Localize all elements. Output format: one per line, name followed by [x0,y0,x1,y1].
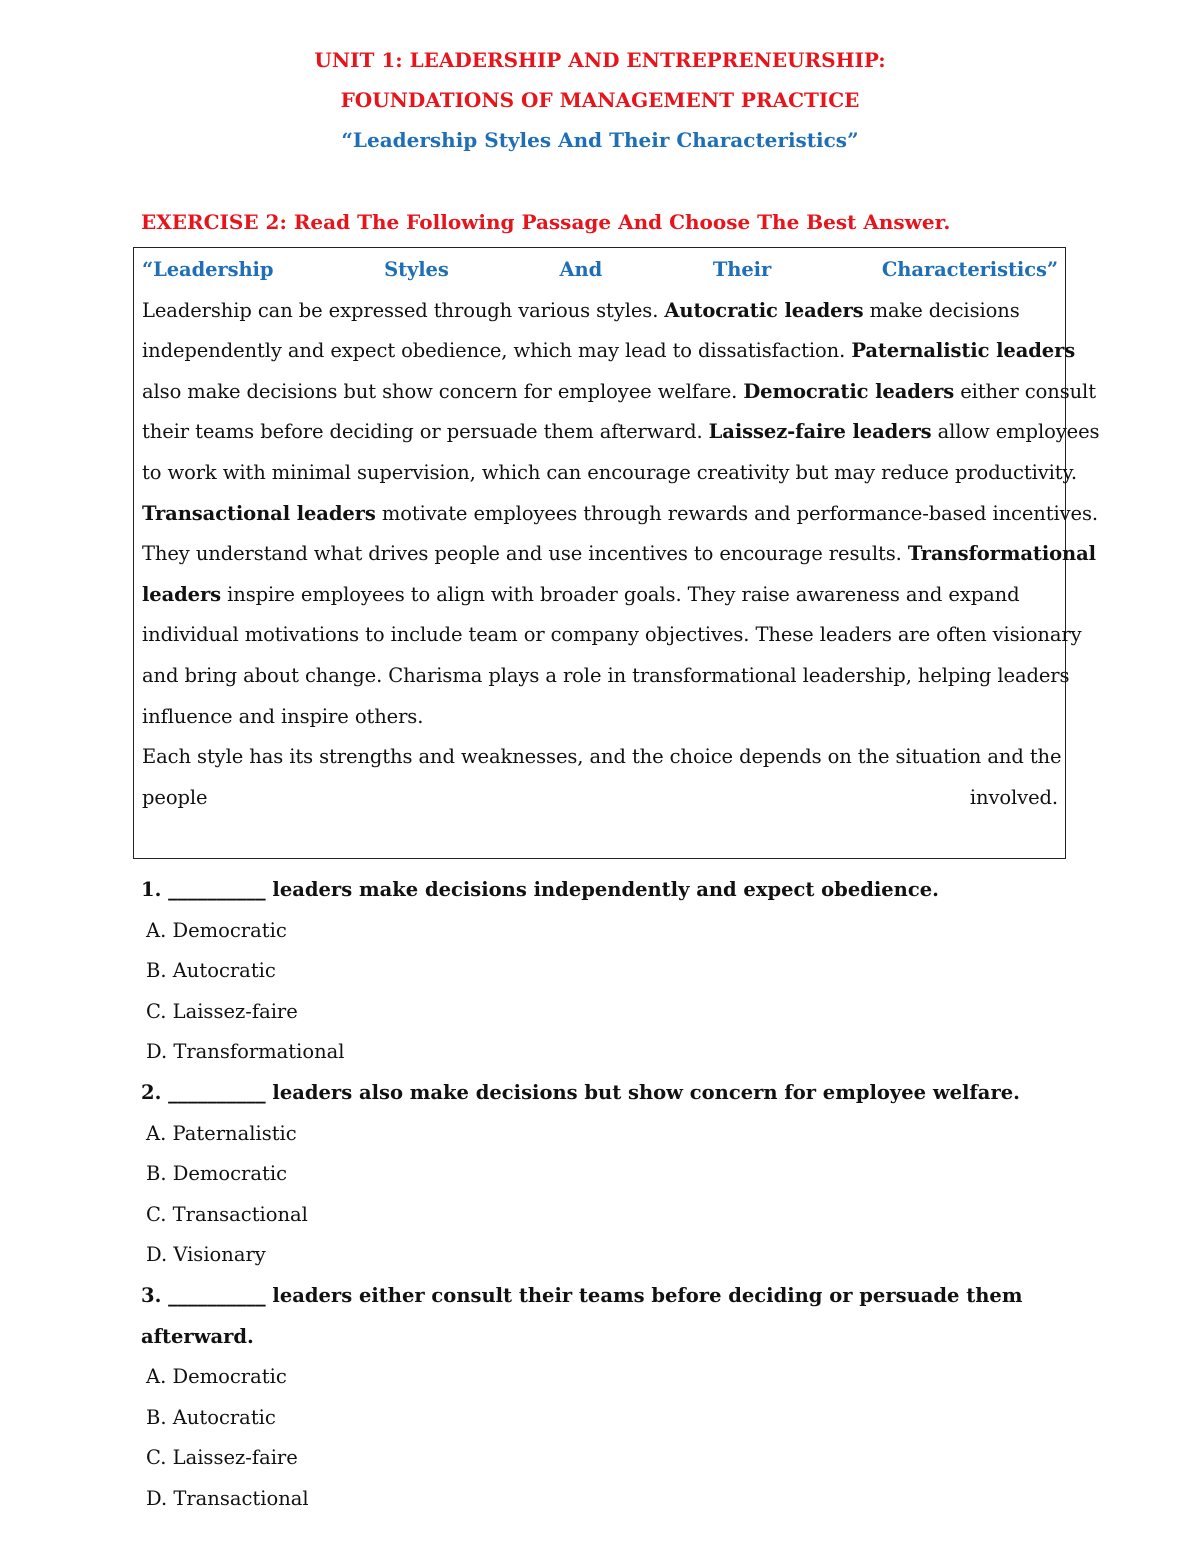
passage-text: They understand what drives people and use incentives to encourage results. [142,542,908,566]
passage-text: inspire employees to align with broader goals. They raise awareness and expand [221,582,1020,606]
passage-term: Transactional leaders [142,501,376,525]
passage-body [142,256,1100,824]
passage-line [142,703,1058,744]
passage-title-word: Styles [384,258,449,281]
passage-text: people [142,785,208,809]
passage-text: Each style has its strengths and weaknesses, and the choice depends on the situation and the [142,745,1062,769]
question-list [141,876,1057,1526]
passage-line [142,459,1077,500]
answer-option[interactable]: D. Visionary [146,1243,266,1267]
unit-title: UNIT 1: LEADERSHIP AND ENTREPRENEURSHIP: [314,48,886,72]
unit-subtitle: FOUNDATIONS OF MANAGEMENT PRACTICE [340,88,860,112]
passage-text: motivate employees through rewards and performance-based incentives. [375,501,1099,525]
question-stem-continued: afterward. [141,1324,254,1348]
passage-title-word: Their [712,258,772,281]
passage-title-word: “Leadership [142,258,274,281]
answer-option[interactable]: C. Transactional [146,1202,308,1226]
passage-text: either consult [954,379,1096,403]
answer-option[interactable]: A. Democratic [146,1365,287,1389]
passage-term: Paternalistic leaders [851,339,1076,363]
question-stem: 1. __________ leaders make decisions independently and expect obedience. [141,878,939,901]
passage-line [142,337,1076,378]
question-stem: 2. __________ leaders also make decisions but show concern for employee welfare. [141,1080,1020,1104]
passage-title-word: And [559,258,603,281]
answer-option[interactable]: B. Autocratic [146,959,276,983]
passage-line [142,743,1062,784]
passage-text: and bring about change. Charisma plays a role in transformational leadership, helping leaders [142,663,1070,687]
question-stem: 3. __________ leaders either consult their teams before deciding or persuade them [141,1283,1023,1307]
passage-text: Leadership can be expressed through various styles. [142,298,665,322]
passage-text: influence and inspire others. [142,704,424,728]
passage-line [142,581,1058,622]
passage-line [142,621,1082,662]
answer-option[interactable]: C. Laissez-faire [146,1446,298,1470]
answer-option[interactable]: C. Laissez-faire [146,999,298,1023]
passage-line [142,784,1058,825]
answer-option[interactable]: D. Transactional [146,1486,309,1510]
passage-box [133,247,1100,859]
passage-term: Transformational [907,542,1096,566]
passage-term: Autocratic leaders [664,298,864,322]
answer-option[interactable]: A. Democratic [146,918,287,942]
passage-text: individual motivations to include team or company objectives. These leaders are often visionary [142,623,1082,647]
answer-option[interactable]: B. Autocratic [146,1405,276,1429]
passage-title [142,256,1058,297]
answer-option[interactable]: D. Transformational [146,1040,345,1064]
passage-line [142,662,1070,703]
passage-text: make decisions [863,298,1020,322]
passage-text: independently and expect obedience, which may lead to dissatisfaction. [142,339,852,363]
passage-term: Democratic leaders [743,379,955,403]
passage-term: Laissez-faire leaders [708,420,932,444]
answer-option[interactable]: B. Democratic [146,1162,287,1186]
passage-title-word: Characteristics” [881,258,1058,281]
answer-option[interactable]: A. Paternalistic [146,1121,297,1145]
passage-line [142,500,1099,541]
passage-text: also make decisions but show concern for employee welfare. [142,379,744,403]
passage-text: their teams before deciding or persuade them afterward. [142,420,709,444]
passage-line [142,378,1096,419]
exercise-heading: EXERCISE 2: Read The Following Passage And Choose The Best Answer. [141,210,951,234]
passage-line [142,418,1100,459]
passage-line [142,297,1058,338]
passage-text: allow employees [931,420,1100,444]
passage-text: to work with minimal supervision, which can encourage creativity but may reduce productivity. [142,460,1077,484]
passage-term: leaders [142,582,222,606]
passage-line [142,540,1096,581]
lesson-title: “Leadership Styles And Their Characteristics” [341,128,859,152]
passage-text: involved. [969,785,1058,809]
